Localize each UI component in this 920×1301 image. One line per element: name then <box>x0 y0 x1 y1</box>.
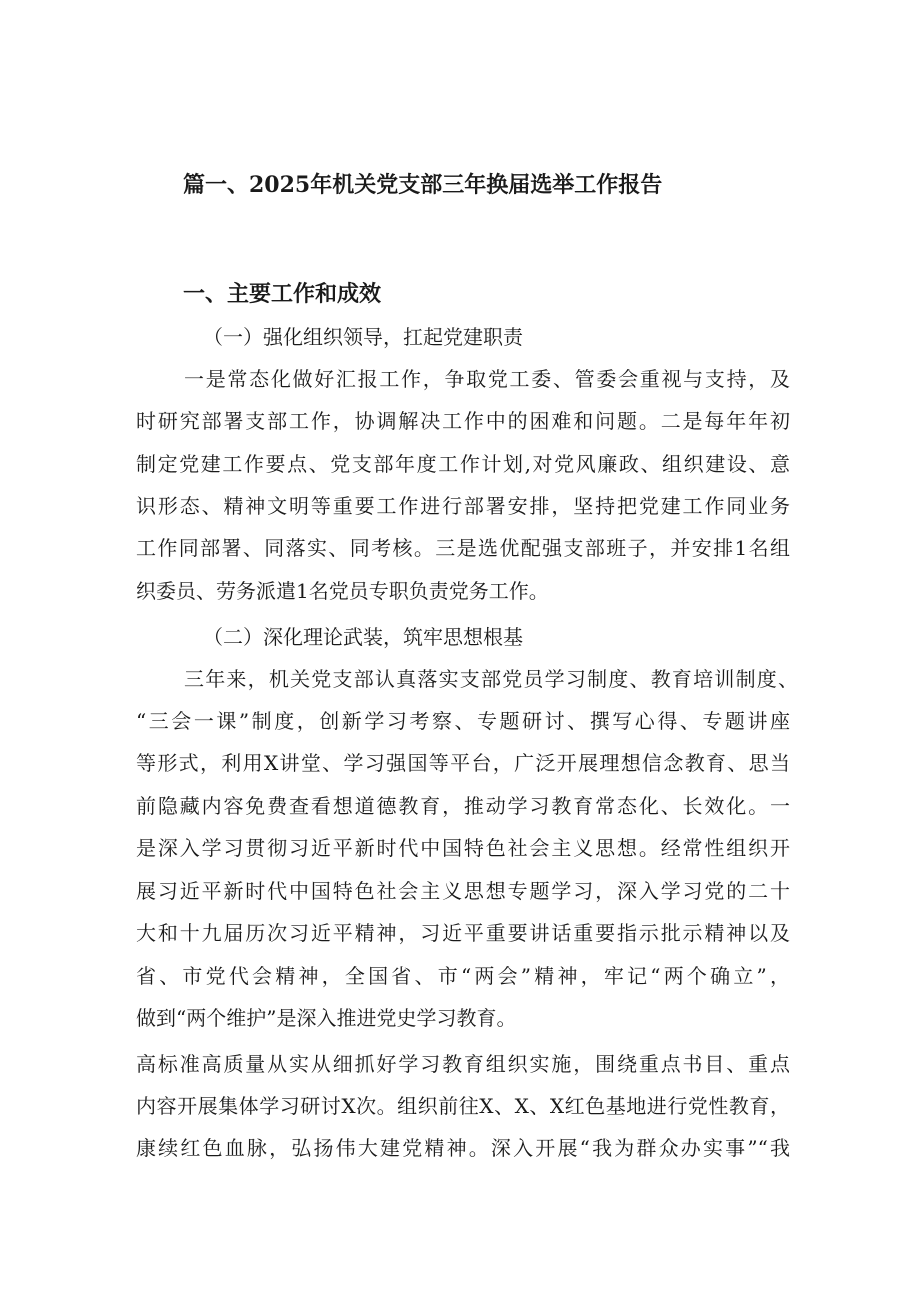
paragraph-line: 识形态、精神文明等重要工作进行部署安排，坚持把党建工作同业务 <box>136 494 790 518</box>
paragraph-line: 三年来，机关党支部认真落实支部党员学习制度、教育培训制度、 <box>184 667 798 691</box>
document-title: 篇一、2025年机关党支部三年换届选举工作报告 <box>183 172 663 198</box>
subsection-heading-organization: （一）强化组织领导，扛起党建职责 <box>203 325 523 349</box>
paragraph-line: 展习近平新时代中国特色社会主义思想专题学习，深入学习党的二十 <box>136 879 790 903</box>
subsection-heading-theory: （二）深化理论武装，筑牢思想根基 <box>203 625 523 649</box>
paragraph-line: “三会一课”制度，创新学习考察、专题研讨、撰写心得、专题讲座 <box>136 709 790 733</box>
paragraph-line: 内容开展集体学习研讨X次。组织前往X、X、X红色基地进行党性教育， <box>136 1094 790 1118</box>
paragraph-line: 一是常态化做好汇报工作，争取党工委、管委会重视与支持，及 <box>184 367 790 391</box>
paragraph-line: 等形式，利用X讲堂、学习强国等平台，广泛开展理想信念教育、思当 <box>136 751 790 775</box>
paragraph-line: 时研究部署支部工作，协调解决工作中的困难和问题。二是每年年初 <box>136 409 790 433</box>
paragraph-line: 制定党建工作要点、党支部年度工作计划,对党风廉政、组织建设、意 <box>136 452 790 476</box>
paragraph-line: 是深入学习贯彻习近平新时代中国特色社会主义思想。经常性组织开 <box>136 836 790 860</box>
paragraph-line: 大和十九届历次习近平精神，习近平重要讲话重要指示批示精神以及 <box>136 921 790 945</box>
paragraph-line: 织委员、劳务派遣1名党员专职负责党务工作。 <box>136 579 549 603</box>
paragraph-line: 康续红色血脉，弘扬伟大建党精神。深入开展“我为群众办实事”“我 <box>136 1136 790 1160</box>
paragraph-line: 前隐藏内容免费查看想道德教育，推动学习教育常态化、长效化。一 <box>136 794 790 818</box>
paragraph-line: 高标准高质量从实从细抓好学习教育组织实施，围绕重点书目、重点 <box>136 1052 790 1076</box>
section-heading-main-work: 一、主要工作和成效 <box>183 281 382 307</box>
paragraph-line: 工作同部署、同落实、同考核。三是选优配强支部班子，并安排1名组 <box>136 536 790 560</box>
paragraph-line: 做到“两个维护”是深入推进党史学习教育。 <box>136 1006 517 1030</box>
paragraph-line: 省、市党代会精神，全国省、市“两会”精神，牢记“两个确立”， <box>136 964 790 988</box>
